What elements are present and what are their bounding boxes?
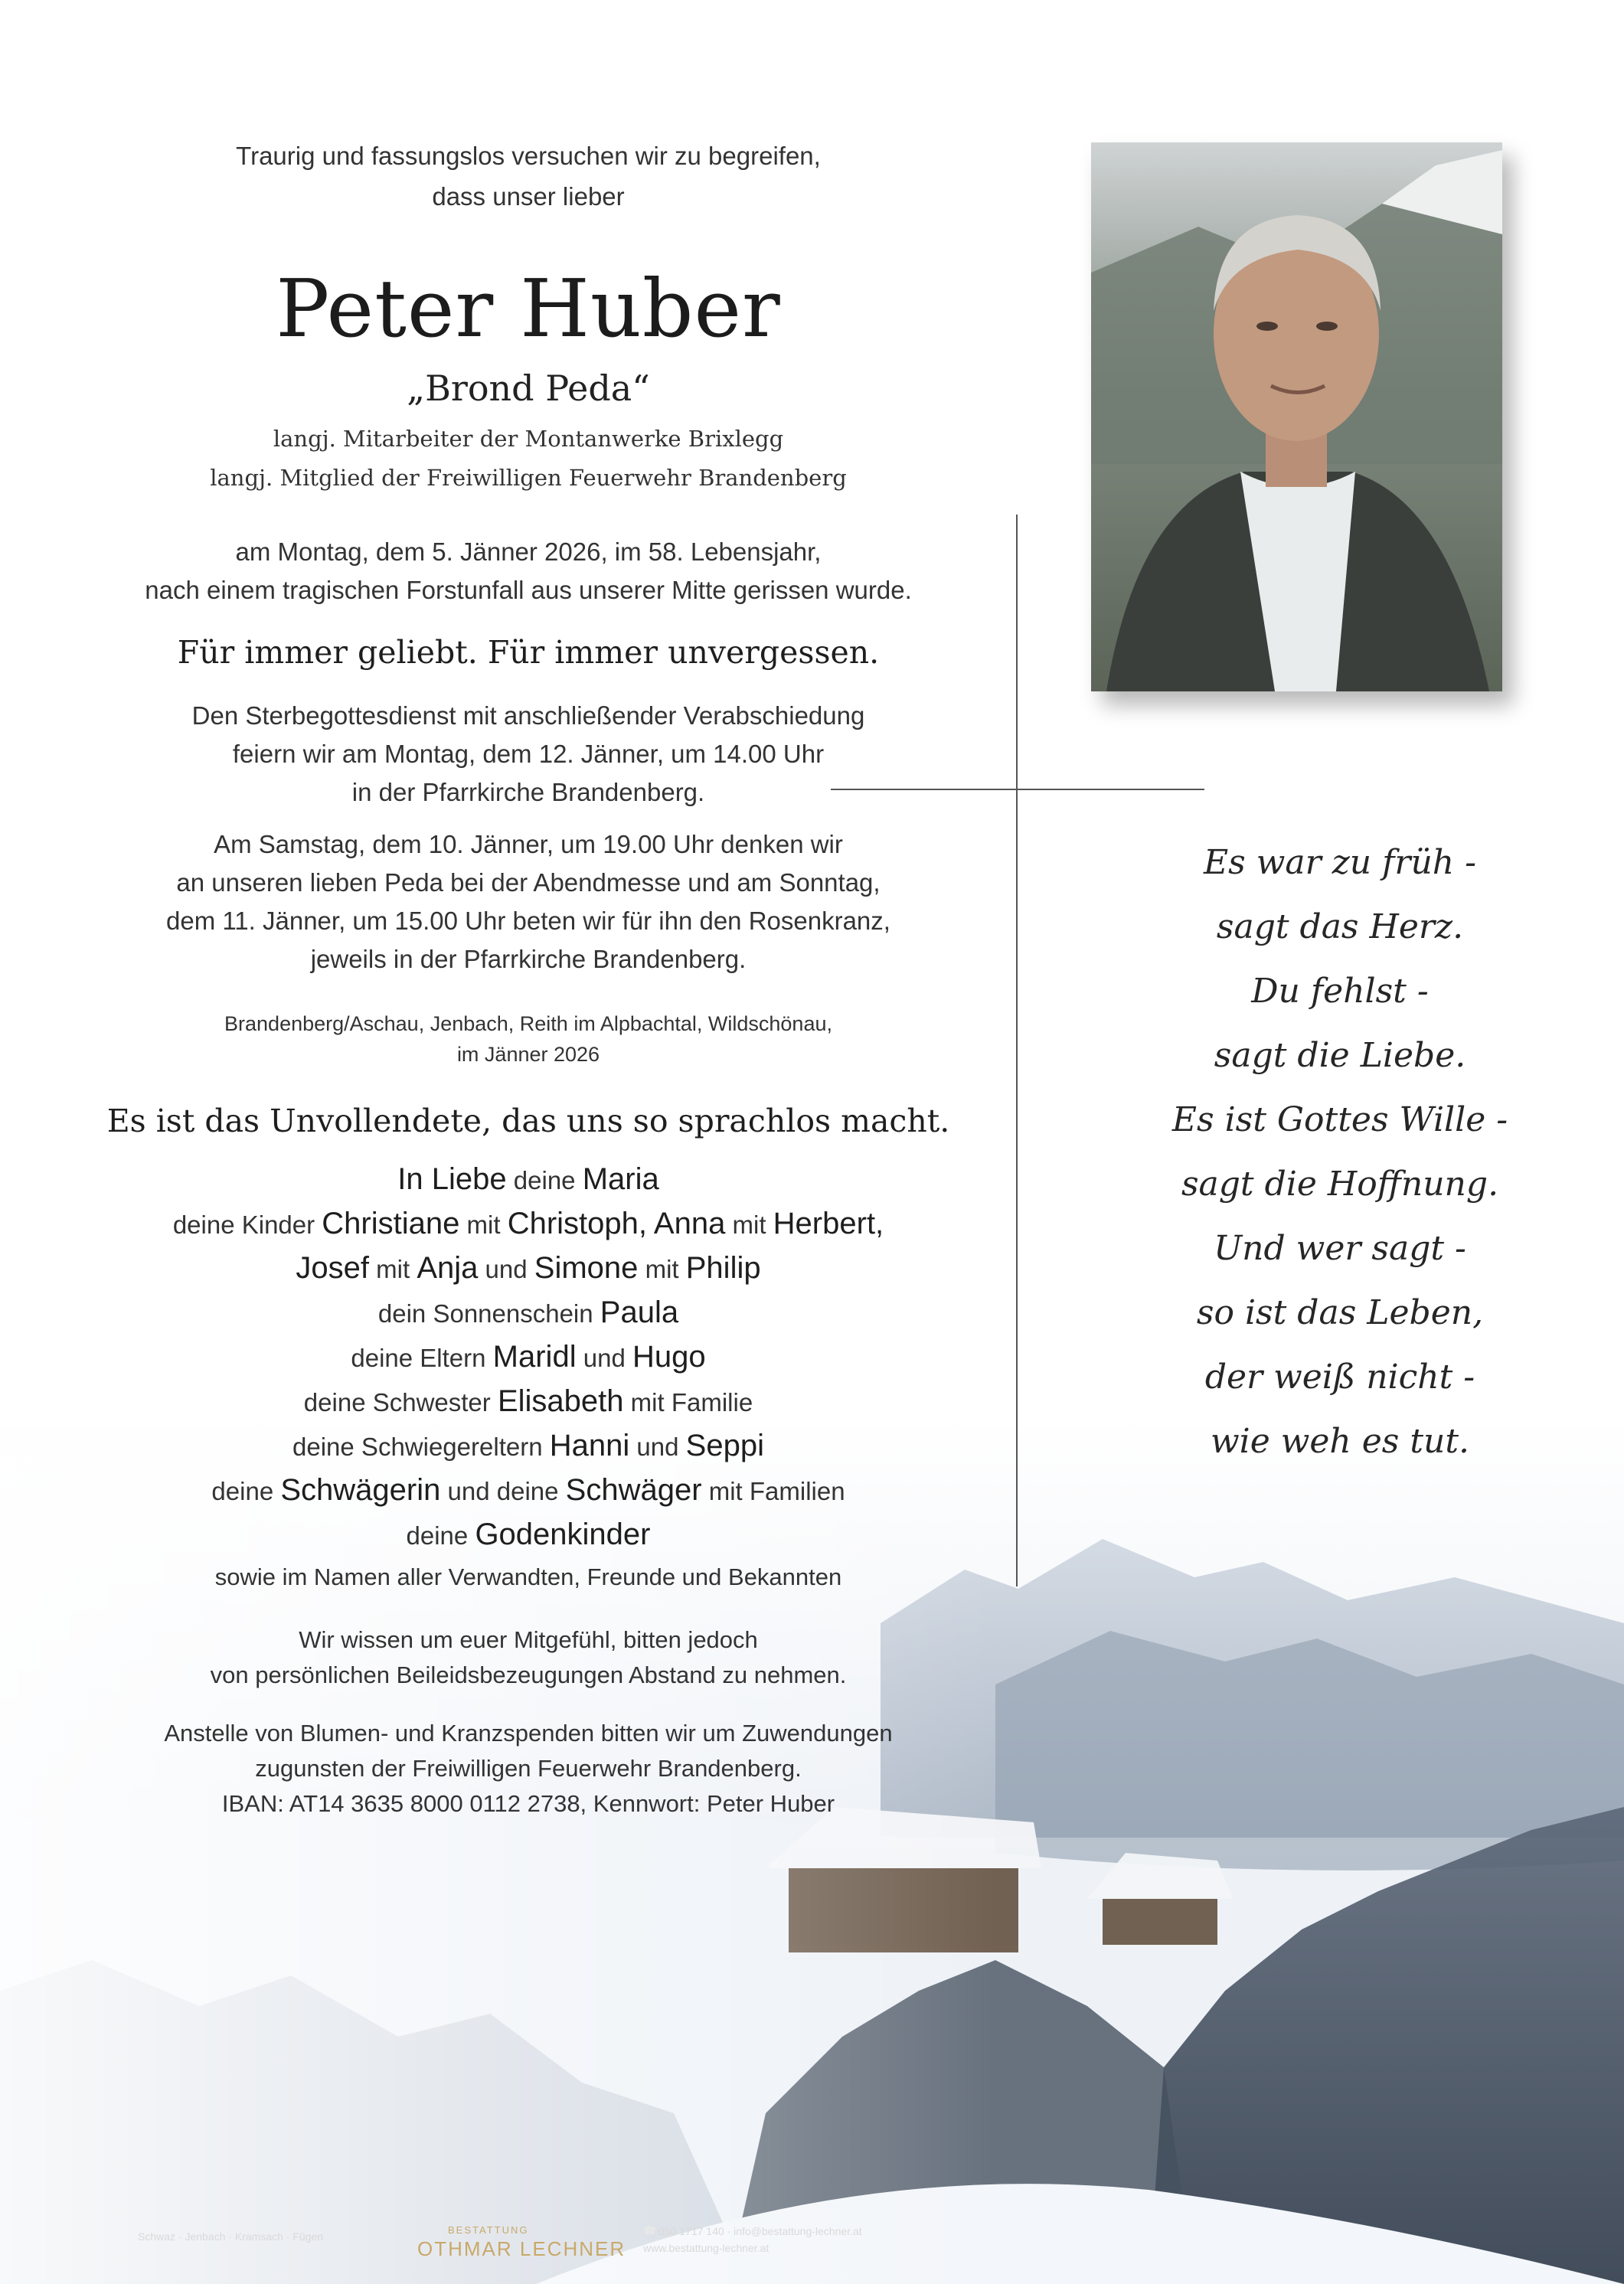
family-line	[0, 1335, 1057, 1380]
place-line-2: im Jänner 2026	[456, 1043, 600, 1066]
death-line-2: nach einem tragischen Forstunfall aus unserer Mitte gerissen wurde.	[145, 576, 912, 604]
family-line	[0, 1247, 1057, 1291]
family-name: Hugo	[632, 1340, 706, 1374]
family-list	[0, 1158, 1057, 1557]
condolence-line-1: Wir wissen um euer Mitgefühl, bitten jedoch	[299, 1626, 758, 1653]
family-text: deine	[211, 1477, 281, 1505]
poem-line: wie weh es tut.	[1210, 1422, 1470, 1461]
death-line-1: am Montag, dem 5. Jänner 2026, im 58. Lebensjahr,	[235, 538, 822, 566]
prayer-line-4: jeweils in der Pfarrkirche Brandenberg.	[310, 945, 747, 973]
service-line-2: feiern wir am Montag, dem 12. Jänner, um 14.00 Uhr	[232, 740, 825, 768]
family-text: In Liebe	[397, 1162, 507, 1196]
family-text: deine	[506, 1166, 583, 1194]
family-name: Schwägerin	[280, 1473, 441, 1507]
poem-line: Und wer sagt -	[1214, 1229, 1466, 1268]
family-text: mit	[459, 1211, 508, 1239]
family-line	[0, 1513, 1057, 1557]
poem-line: Es ist Gottes Wille -	[1171, 1100, 1508, 1139]
footer-web[interactable]: www.bestattung-lechner.at	[643, 2242, 770, 2254]
poem-line: sagt die Hoffnung.	[1181, 1165, 1499, 1204]
donation-line-2: zugunsten der Freiwilligen Feuerwehr Brandenberg.	[255, 1755, 802, 1782]
family-name: Schwäger	[565, 1473, 702, 1507]
prayer-line-2: an unseren lieben Peda bei der Abendmesse und am Sonntag,	[176, 868, 881, 897]
relatives-line: sowie im Namen aller Verwandten, Freunde und Bekannten	[214, 1564, 842, 1590]
family-line	[0, 1291, 1057, 1335]
family-name: Josef	[296, 1251, 369, 1285]
intro-line-2: dass unser lieber	[432, 182, 625, 211]
family-name: Hanni	[549, 1429, 630, 1462]
family-text: mit	[369, 1255, 417, 1283]
footer-contact: 050 1717 140 · info@bestattung-lechner.at	[658, 2225, 862, 2237]
family-name: Philip	[685, 1251, 761, 1285]
prayer-line-3: dem 11. Jänner, um 15.00 Uhr beten wir für ihn den Rosenkranz,	[166, 907, 890, 935]
poem	[1072, 831, 1608, 1474]
quote: Es ist das Unvollendete, das uns so sprachlos macht.	[106, 1103, 950, 1139]
family-text: mit	[725, 1211, 773, 1239]
family-text: mit Familien	[701, 1477, 845, 1505]
prayer-line-1: Am Samstag, dem 10. Jänner, um 19.00 Uhr denken wir	[214, 830, 843, 858]
family-name: Christoph, Anna	[507, 1207, 726, 1240]
portrait-photo	[1091, 142, 1502, 691]
family-line	[0, 1424, 1057, 1469]
poem-line: so ist das Leben,	[1196, 1293, 1484, 1332]
footer-locations: Schwaz · Jenbach · Kramsach · Fügen	[138, 2230, 323, 2243]
family-text: deine Schwester	[303, 1388, 498, 1416]
family-name: Elisabeth	[497, 1384, 624, 1418]
family-text: und	[576, 1344, 632, 1372]
condolence-line-2: von persönlichen Beileidsbezeugungen Abstand zu nehmen.	[210, 1662, 847, 1688]
family-name: Simone	[534, 1251, 639, 1285]
donation-line-1: Anstelle von Blumen- und Kranzspenden bitten wir um Zuwendungen	[164, 1720, 893, 1746]
family-text: und	[629, 1433, 686, 1461]
iban-line: IBAN: AT14 3635 8000 0112 2738, Kennwort: Peter Huber	[221, 1790, 835, 1817]
deceased-name: Peter Huber	[276, 262, 781, 355]
family-line	[0, 1158, 1057, 1202]
family-name: Christiane	[322, 1207, 460, 1240]
deceased-role-1: langj. Mitarbeiter der Montanwerke Brixlegg	[273, 426, 784, 452]
family-text: dein Sonnenschein	[377, 1299, 600, 1328]
motto: Für immer geliebt. Für immer unvergessen.	[177, 634, 880, 671]
service-line-3: in der Pfarrkirche Brandenberg.	[351, 778, 705, 806]
poem-line: Du fehlst -	[1251, 972, 1429, 1011]
family-text: deine Kinder	[172, 1211, 322, 1239]
portrait-image	[1091, 142, 1502, 691]
family-text: mit Familie	[623, 1388, 753, 1416]
family-name: Maridl	[492, 1340, 577, 1374]
place-line-1: Brandenberg/Aschau, Jenbach, Reith im Alpbachtal, Wildschönau,	[224, 1012, 832, 1035]
family-name: Seppi	[685, 1429, 764, 1462]
family-name: Maria	[582, 1162, 659, 1196]
family-line	[0, 1202, 1057, 1247]
family-name: Herbert,	[773, 1207, 884, 1240]
phone-icon: ☎	[643, 2224, 657, 2237]
family-text: deine Eltern	[351, 1344, 493, 1372]
deceased-nickname: „Brond Peda“	[407, 368, 650, 409]
poem-line: der weiß nicht -	[1204, 1358, 1475, 1397]
family-line	[0, 1380, 1057, 1424]
family-line	[0, 1469, 1057, 1513]
family-text: deine	[406, 1521, 475, 1550]
family-text: mit	[638, 1255, 686, 1283]
service-line-1: Den Sterbegottesdienst mit anschließender Verabschiedung	[191, 701, 865, 730]
family-name: Anja	[417, 1251, 479, 1285]
poem-line: Es war zu früh -	[1204, 843, 1476, 882]
family-name: Paula	[600, 1296, 679, 1329]
poem-line: sagt die Liebe.	[1214, 1036, 1466, 1075]
family-text: und	[478, 1255, 534, 1283]
family-name: Godenkinder	[475, 1518, 651, 1551]
family-text: und deine	[440, 1477, 566, 1505]
footer-company-small: BESTATTUNG	[448, 2224, 529, 2236]
family-text: deine Schwiegereltern	[292, 1433, 550, 1461]
deceased-role-2: langj. Mitglied der Freiwilligen Feuerwehr Brandenberg	[210, 465, 847, 491]
poem-line: sagt das Herz.	[1216, 907, 1464, 946]
footer-company: OTHMAR LECHNER	[417, 2237, 626, 2260]
intro-line-1: Traurig und fassungslos versuchen wir zu begreifen,	[236, 142, 821, 170]
